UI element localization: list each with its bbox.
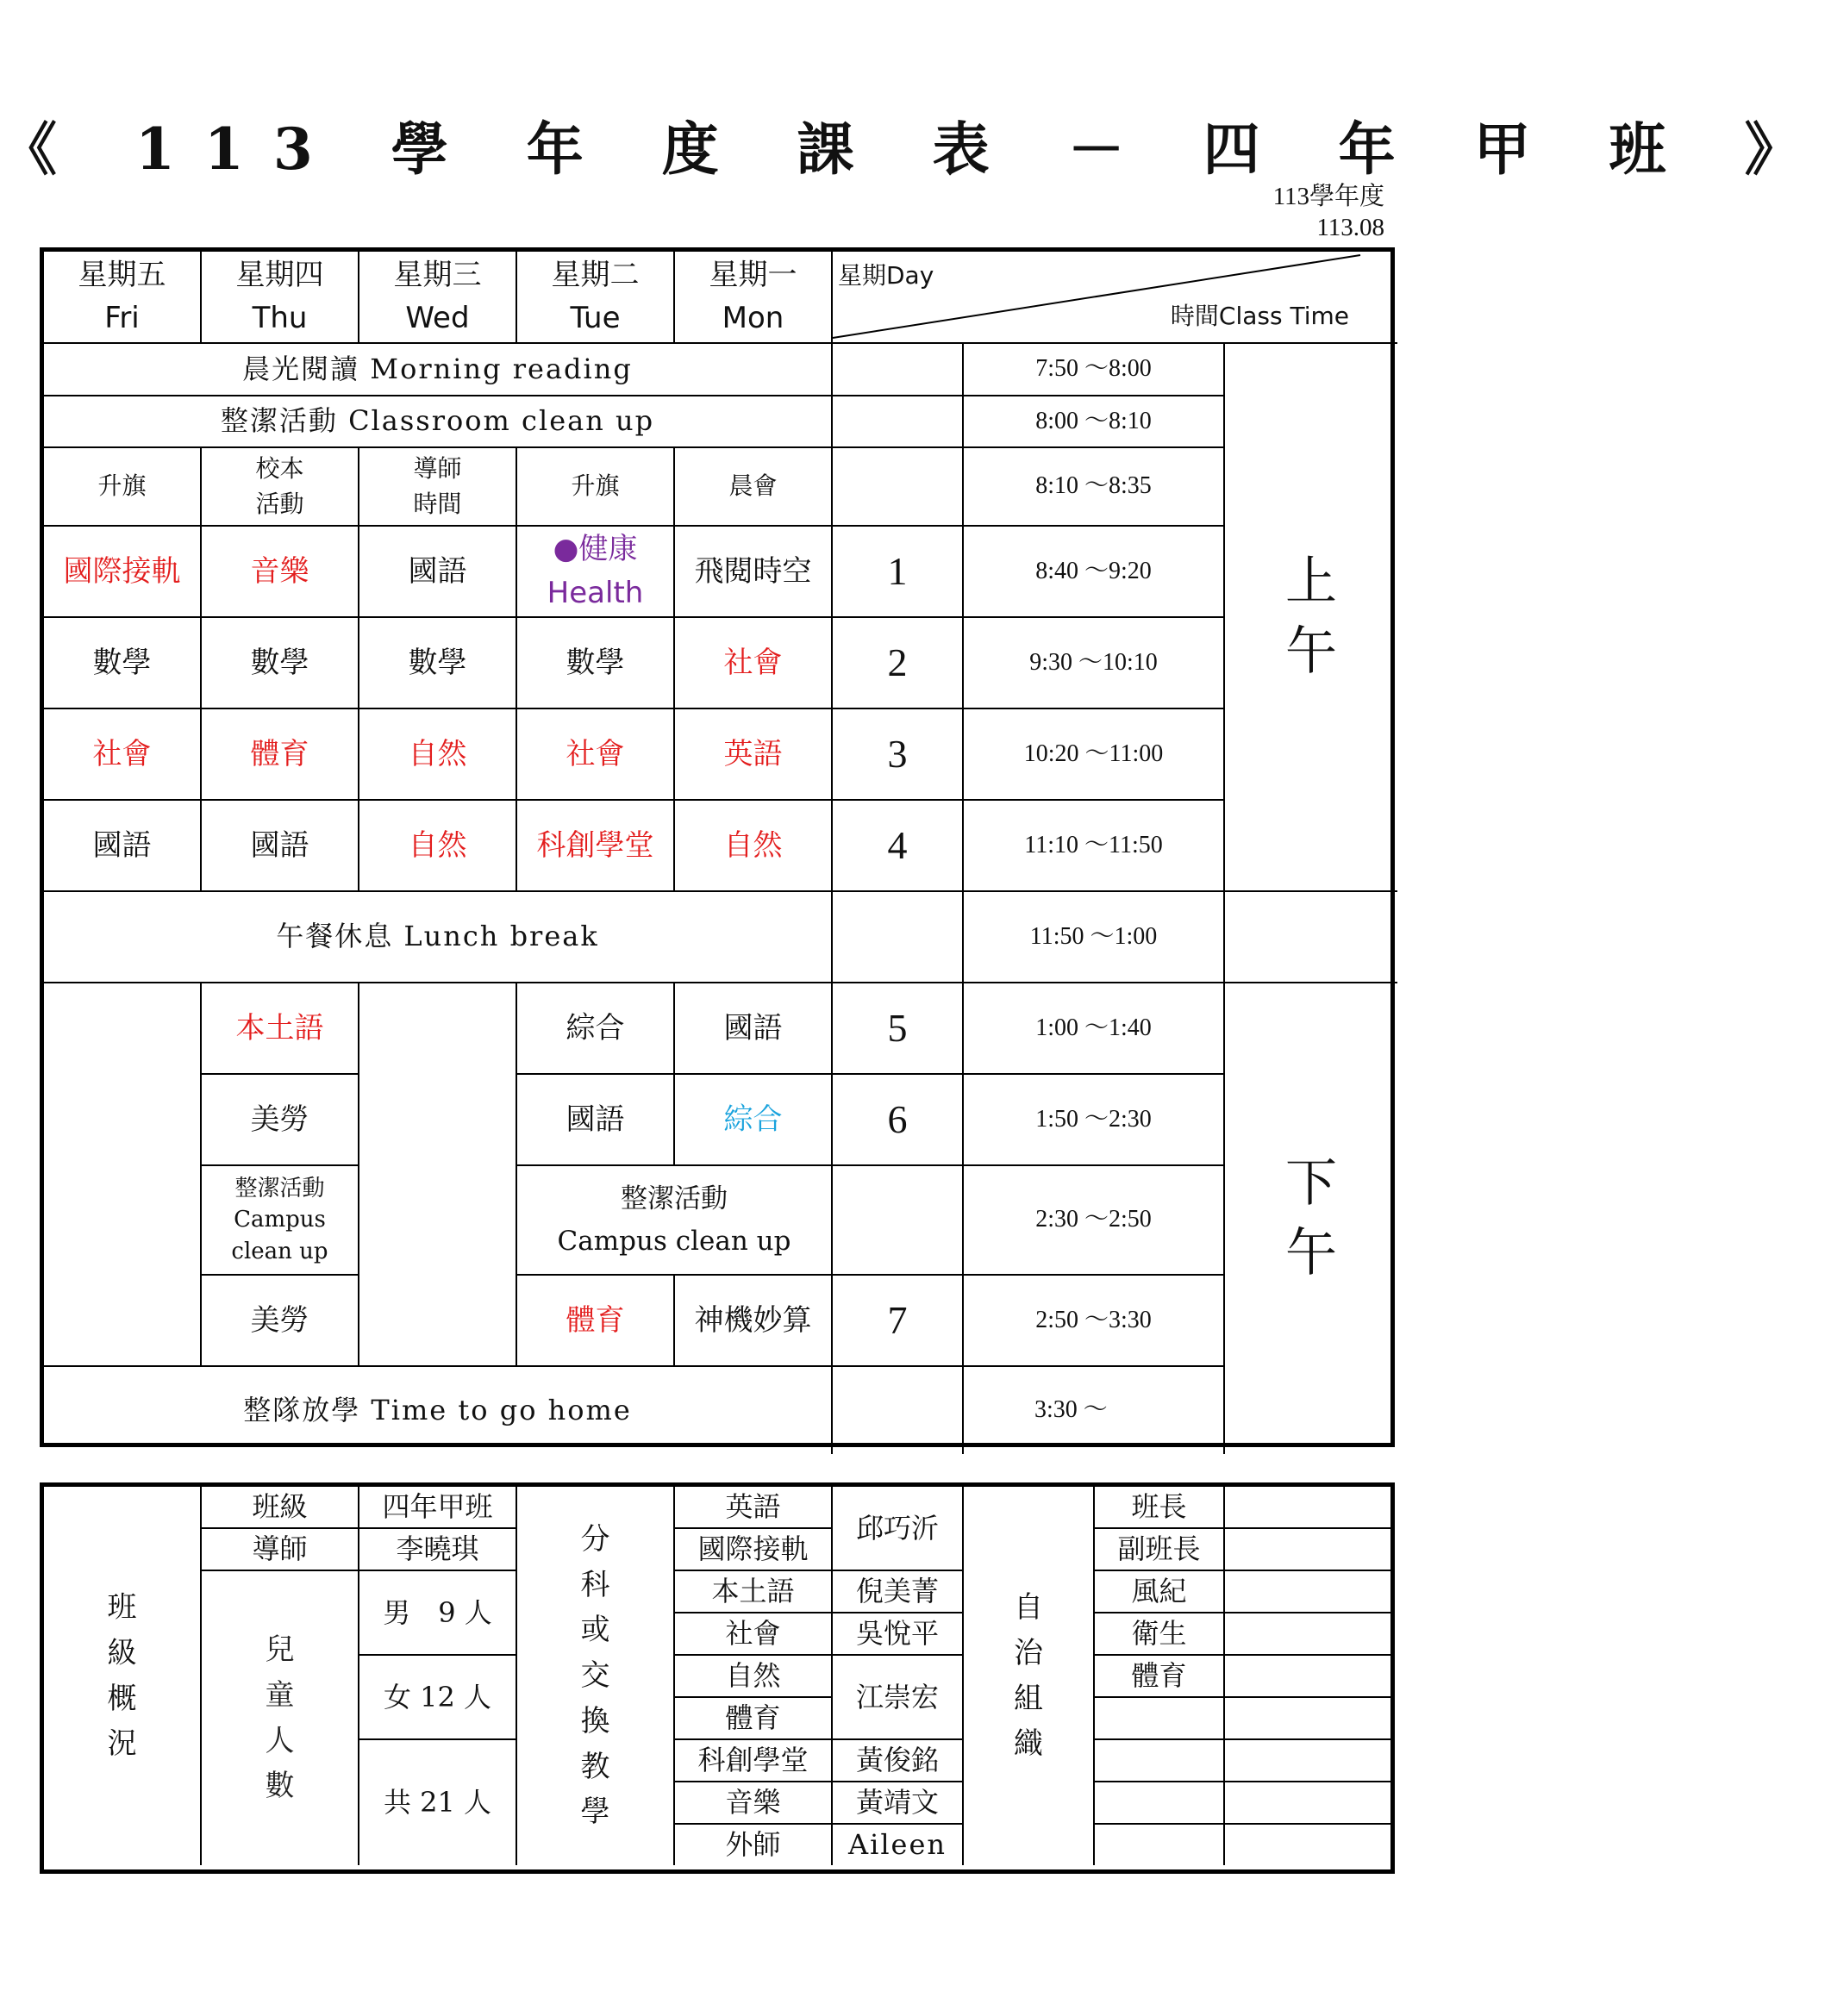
class-cell: 國語 bbox=[359, 527, 517, 618]
period-number: 7 bbox=[833, 1276, 964, 1367]
role-holder-cell bbox=[1225, 1571, 1394, 1613]
time-assembly: 8:10 ～8:35 bbox=[964, 448, 1225, 527]
day-header-fri: 星期五 Fri bbox=[44, 252, 202, 344]
boys-count: 男 9 人 bbox=[359, 1571, 517, 1656]
day-header-mon: 星期一 Mon bbox=[675, 252, 833, 344]
class-label: 班級 bbox=[202, 1487, 359, 1529]
subject-name: 本土語 bbox=[675, 1571, 833, 1613]
corner-time-label: 時間Class Time bbox=[1170, 301, 1349, 330]
corner-header bbox=[833, 252, 1397, 344]
school-year: 113學年度 bbox=[1272, 183, 1384, 210]
role-holder-cell bbox=[1225, 1698, 1394, 1740]
empty-period-cell bbox=[833, 448, 964, 527]
classroom-clean-up: 整潔活動 Classroom clean up bbox=[44, 396, 833, 448]
class-cell: 社會 bbox=[675, 618, 833, 709]
role-holder-cell bbox=[1225, 1613, 1394, 1656]
class-cell: 國語 bbox=[44, 801, 202, 892]
subject-name: 音樂 bbox=[675, 1782, 833, 1825]
subject-name: 體育 bbox=[675, 1698, 833, 1740]
morning-meeting-mon: 晨會 bbox=[675, 448, 833, 527]
class-cell: 國語 bbox=[202, 801, 359, 892]
corner-day-label: 星期Day bbox=[838, 261, 934, 290]
role-holder-cell bbox=[1225, 1740, 1394, 1782]
teacher-name: 江崇宏 bbox=[833, 1656, 964, 1740]
empty-period-cell bbox=[833, 892, 964, 983]
morning-reading: 晨光閱讀 Morning reading bbox=[44, 344, 833, 396]
class-cell: 自然 bbox=[675, 801, 833, 892]
morning-label: 上 午 bbox=[1225, 344, 1397, 892]
class-cell: 國際接軌 bbox=[44, 527, 202, 618]
role-label bbox=[1095, 1782, 1225, 1825]
class-cell: 體育 bbox=[202, 709, 359, 801]
time-classroom-clean: 8:00 ～8:10 bbox=[964, 396, 1225, 448]
afternoon-label: 下 午 bbox=[1285, 1153, 1337, 1283]
timetable bbox=[40, 247, 1395, 1447]
class-cell: 綜合 bbox=[517, 983, 675, 1075]
time-morning-reading: 7:50 ～8:00 bbox=[964, 344, 1225, 396]
class-cell: 數學 bbox=[359, 618, 517, 709]
subject-name: 英語 bbox=[675, 1487, 833, 1529]
time-lunch: 11:50 ～1:00 bbox=[964, 892, 1225, 983]
campus-clean-thu: 整潔活動 Campus clean up bbox=[202, 1166, 359, 1276]
class-cell: 自然 bbox=[359, 801, 517, 892]
role-label bbox=[1095, 1740, 1225, 1782]
empty-period-cell bbox=[833, 1166, 964, 1276]
day-header-tue: 星期二 Tue bbox=[517, 252, 675, 344]
role-label bbox=[1095, 1825, 1225, 1865]
class-cell: 數學 bbox=[202, 618, 359, 709]
period-number: 3 bbox=[833, 709, 964, 801]
subject-teaching-label: 分 科 或 交 換 教 學 bbox=[517, 1487, 675, 1865]
class-overview-label: 班 級 概 況 bbox=[44, 1487, 202, 1865]
class-cell: 國語 bbox=[517, 1075, 675, 1166]
role-holder-cell bbox=[1225, 1656, 1394, 1698]
empty-period-cell bbox=[833, 344, 964, 396]
teacher-name: 黃靖文 bbox=[833, 1782, 964, 1825]
period-time: 2:50 ～3:30 bbox=[964, 1276, 1225, 1367]
teacher-name: 邱巧沂 bbox=[833, 1487, 964, 1571]
campus-clean-up: 整潔活動 Campus clean up bbox=[517, 1166, 833, 1276]
role-label: 班長 bbox=[1095, 1487, 1225, 1529]
role-holder-cell bbox=[1225, 1487, 1394, 1529]
period-number: 2 bbox=[833, 618, 964, 709]
period-number: 5 bbox=[833, 983, 964, 1075]
class-cell: 飛閱時空 bbox=[675, 527, 833, 618]
time-campus-clean: 2:30 ～2:50 bbox=[964, 1166, 1225, 1276]
mentor-time-wed: 導師 時間 bbox=[359, 448, 517, 527]
lunch-break: 午餐休息 Lunch break bbox=[44, 892, 833, 983]
page-title: 《 113 學 年 度 課 表 － 四 年 甲 班 》 bbox=[0, 115, 1831, 183]
period-time: 11:10 ～11:50 bbox=[964, 801, 1225, 892]
mentor-label: 導師 bbox=[202, 1529, 359, 1571]
flag-raising-fri: 升旗 bbox=[44, 448, 202, 527]
teacher-name: 黃俊銘 bbox=[833, 1740, 964, 1782]
role-label: 體育 bbox=[1095, 1656, 1225, 1698]
role-holder-cell bbox=[1225, 1782, 1394, 1825]
class-cell: 國語 bbox=[675, 983, 833, 1075]
girls-count: 女 12 人 bbox=[359, 1656, 517, 1740]
teacher-name: Aileen bbox=[833, 1825, 964, 1865]
empty-period-cell bbox=[833, 396, 964, 448]
empty-afternoon-fri bbox=[44, 983, 202, 1367]
period-number: 4 bbox=[833, 801, 964, 892]
teacher-name: 倪美菁 bbox=[833, 1571, 964, 1613]
class-cell: 神機妙算 bbox=[675, 1276, 833, 1367]
subject-name: 國際接軌 bbox=[675, 1529, 833, 1571]
children-count-label: 兒 童 人 數 bbox=[202, 1571, 359, 1865]
period-time: 9:30 ～10:10 bbox=[964, 618, 1225, 709]
class-cell: 數學 bbox=[517, 618, 675, 709]
class-cell: 自然 bbox=[359, 709, 517, 801]
class-cell: 美勞 bbox=[202, 1276, 359, 1367]
period-number: 1 bbox=[833, 527, 964, 618]
role-holder-cell bbox=[1225, 1825, 1394, 1865]
class-cell-health: ●健康 Health bbox=[517, 527, 675, 618]
period-time: 8:40 ～9:20 bbox=[964, 527, 1225, 618]
day-header-wed: 星期三 Wed bbox=[359, 252, 517, 344]
version-date: 113.08 bbox=[1316, 214, 1384, 241]
subject-name: 科創學堂 bbox=[675, 1740, 833, 1782]
class-cell: 英語 bbox=[675, 709, 833, 801]
period-number: 6 bbox=[833, 1075, 964, 1166]
class-value: 四年甲班 bbox=[359, 1487, 517, 1529]
class-cell: 社會 bbox=[44, 709, 202, 801]
empty-period-cell bbox=[833, 1367, 964, 1454]
day-header-thu: 星期四 Thu bbox=[202, 252, 359, 344]
empty-cell bbox=[1225, 892, 1397, 983]
period-time: 1:50 ～2:30 bbox=[964, 1075, 1225, 1166]
subject-name: 自然 bbox=[675, 1656, 833, 1698]
period-time: 1:00 ～1:40 bbox=[964, 983, 1225, 1075]
class-cell: 社會 bbox=[517, 709, 675, 801]
role-label: 副班長 bbox=[1095, 1529, 1225, 1571]
role-label: 衛生 bbox=[1095, 1613, 1225, 1656]
class-cell: 本土語 bbox=[202, 983, 359, 1075]
empty-afternoon-wed bbox=[359, 983, 517, 1367]
time-to-go-home: 整隊放學 Time to go home bbox=[44, 1367, 833, 1454]
class-cell: 體育 bbox=[517, 1276, 675, 1367]
class-cell: 科創學堂 bbox=[517, 801, 675, 892]
time-go-home: 3:30 ～ bbox=[964, 1367, 1225, 1454]
class-info-table bbox=[40, 1482, 1395, 1874]
role-holder-cell bbox=[1225, 1529, 1394, 1571]
total-count: 共 21 人 bbox=[359, 1740, 517, 1865]
teacher-name: 吳悅平 bbox=[833, 1613, 964, 1656]
class-cell: 數學 bbox=[44, 618, 202, 709]
subject-name: 社會 bbox=[675, 1613, 833, 1656]
role-label: 風紀 bbox=[1095, 1571, 1225, 1613]
school-activity-thu: 校本 活動 bbox=[202, 448, 359, 527]
mentor-value: 李曉琪 bbox=[359, 1529, 517, 1571]
self-government-label: 自 治 組 織 bbox=[964, 1487, 1095, 1865]
class-cell: 綜合 bbox=[675, 1075, 833, 1166]
class-cell: 美勞 bbox=[202, 1075, 359, 1166]
subject-name: 外師 bbox=[675, 1825, 833, 1865]
class-cell: 音樂 bbox=[202, 527, 359, 618]
role-label bbox=[1095, 1698, 1225, 1740]
period-time: 10:20 ～11:00 bbox=[964, 709, 1225, 801]
flag-raising-tue: 升旗 bbox=[517, 448, 675, 527]
